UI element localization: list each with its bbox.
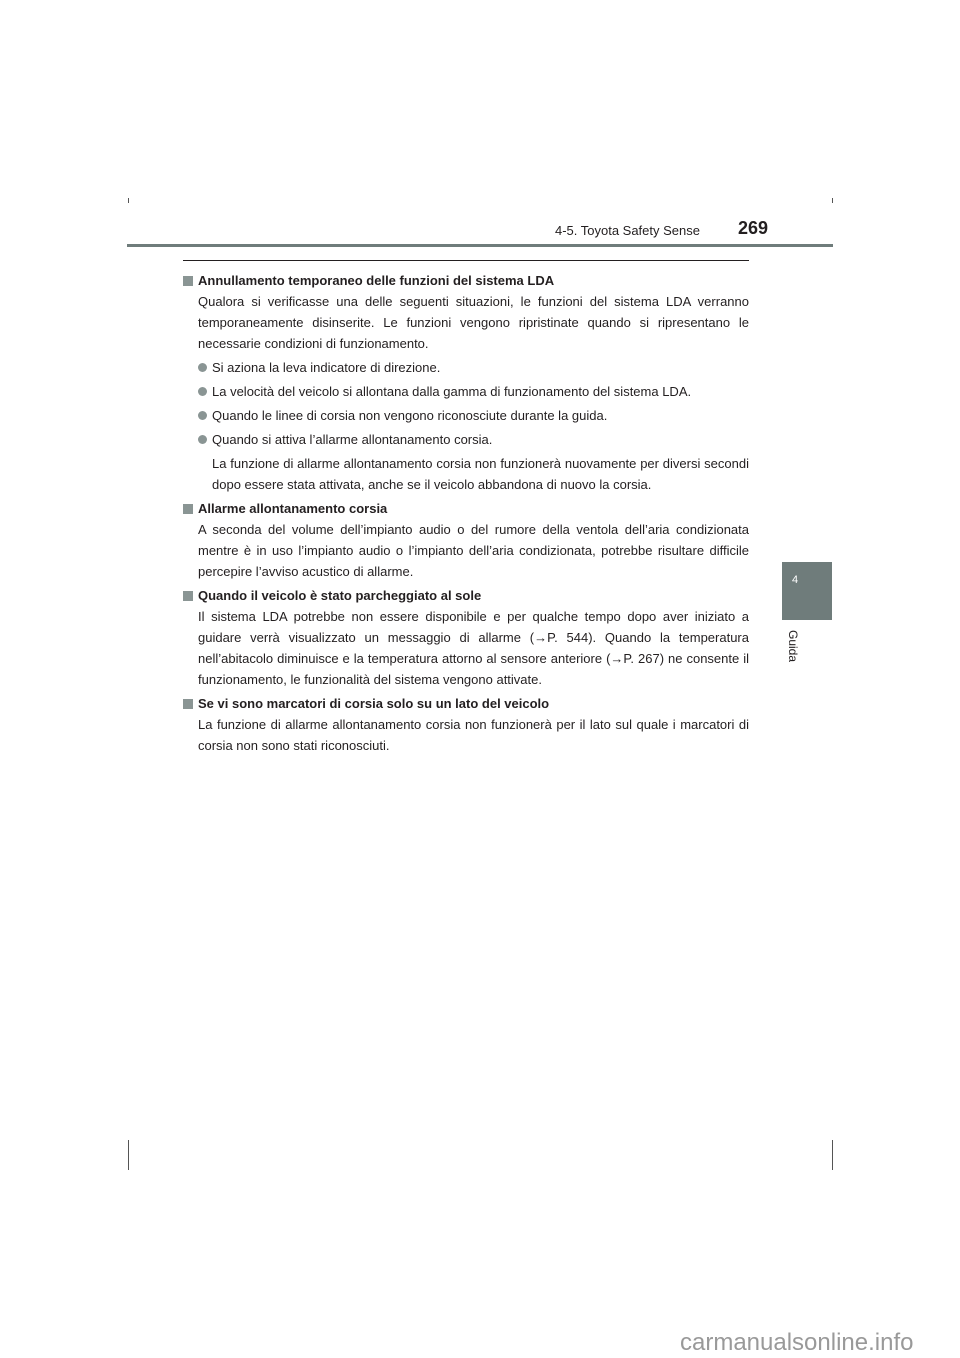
circle-bullet-icon (198, 435, 207, 444)
watermark: carmanualsonline.info (680, 1329, 914, 1356)
content (183, 268, 749, 759)
heading-text: Annullamento temporaneo delle funzioni del sistema LDA (198, 273, 555, 288)
heading-text: Se vi sono marcatori di corsia solo su un lato del veicolo (198, 696, 550, 711)
heading (183, 498, 749, 519)
note: La funzione di allarme allontanamento corsia non funzionerà nuovamente per diversi secondi dopo essere stata attivata, anche se il veicolo abbandona di nuovo la corsia. (212, 456, 749, 492)
circle-bullet-icon (198, 387, 207, 396)
paragraph: A seconda del volume dell’impianto audio o del rumore della ventola dell’aria condizionata mentre è in uso l’impianto audio o l’impianto dell’aria condizionata, potrebbe risultare difficile percepire l’avviso acustico di allarme. (198, 522, 749, 579)
list-item (198, 381, 749, 402)
list-item (198, 405, 749, 426)
chapter-tab (782, 562, 832, 620)
crop-mark (128, 198, 129, 203)
crop-mark (128, 1140, 129, 1170)
paragraph: La funzione di allarme allontanamento corsia non funzionerà per il lato sul quale i marcatori di corsia non sono stati riconosciuti. (198, 717, 749, 753)
list-item (198, 429, 749, 450)
paragraph: Qualora si verificasse una delle seguenti situazioni, le funzioni del sistema LDA verranno temporaneamente disinserite. Le funzioni vengono ripristinate quando si ripresentano le necessarie condizioni di funzionamento. (198, 294, 749, 351)
chapter-label: Guida (786, 630, 800, 663)
square-bullet-icon (183, 591, 193, 601)
list-item-text: Quando le linee di corsia non vengono riconosciute durante la guida. (212, 408, 608, 423)
paragraph: Il sistema LDA potrebbe non essere disponibile e per qualche tempo dopo aver iniziato a guidare verrà visualizzato un messaggio di allarme (→P. 544). Quando la temperatura nell’abitacolo diminuisce e la temperatura attorno al sensore anteriore (→P. 267) ne consente il funzionamento, le funzionalità del sistema vengono attivate. (198, 609, 749, 687)
square-bullet-icon (183, 699, 193, 709)
crop-mark (832, 1140, 833, 1170)
header-rule (127, 244, 833, 247)
crop-mark (832, 198, 833, 203)
section-title: 4-5. Toyota Safety Sense (554, 223, 700, 238)
heading (183, 270, 749, 291)
square-bullet-icon (183, 276, 193, 286)
list-item (198, 357, 749, 378)
heading (183, 693, 749, 714)
list-item-text: Si aziona la leva indicatore di direzione. (212, 360, 441, 375)
heading-text: Quando il veicolo è stato parcheggiato al sole (198, 588, 482, 603)
list-item-text: La velocità del veicolo si allontana dalla gamma di funzionamento del sistema LDA. (212, 384, 692, 399)
page-number: 269 (738, 218, 769, 238)
circle-bullet-icon (198, 411, 207, 420)
heading-text: Allarme allontanamento corsia (198, 501, 388, 516)
chapter-number: 4 (792, 574, 799, 586)
square-bullet-icon (183, 504, 193, 514)
content-rule (183, 260, 749, 261)
heading (183, 585, 749, 606)
list-item-text: Quando si attiva l’allarme allontanamento corsia. (212, 432, 493, 447)
circle-bullet-icon (198, 363, 207, 372)
